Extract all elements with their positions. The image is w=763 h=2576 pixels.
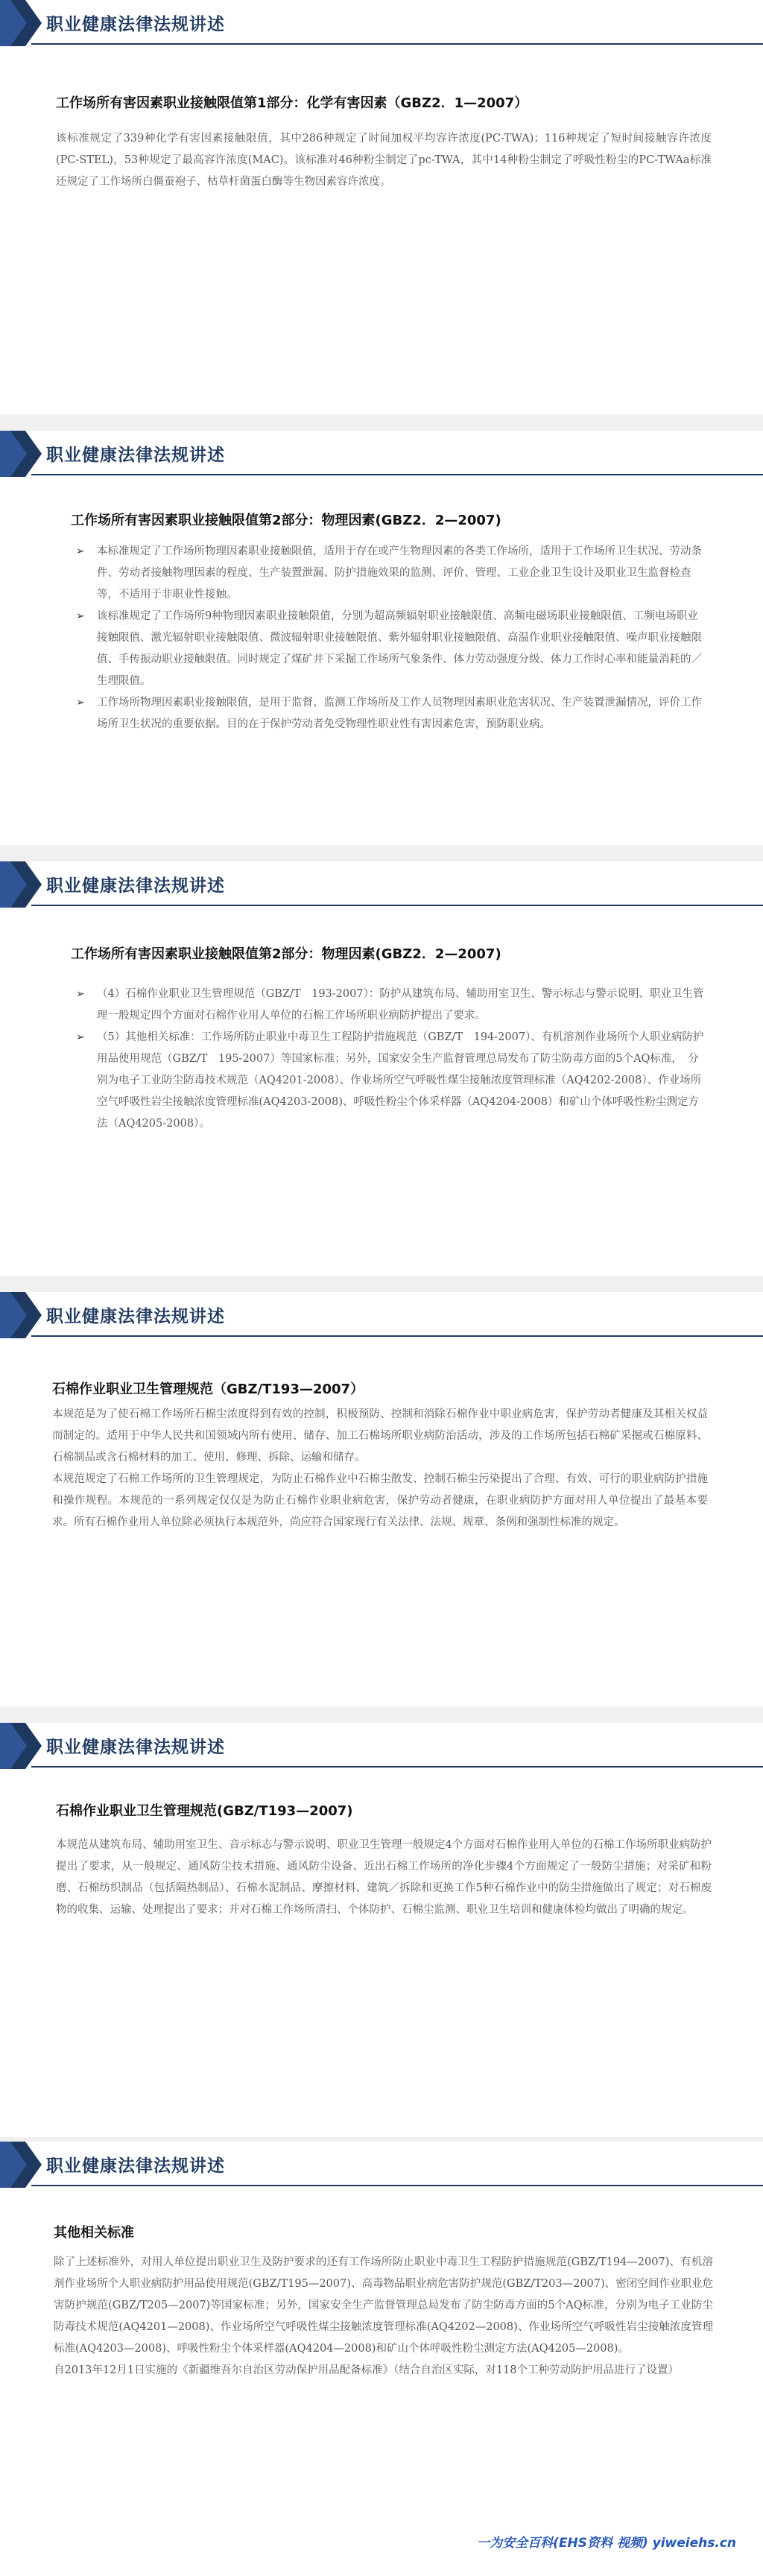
slide-3 xyxy=(0,861,763,1276)
section-title: 职业健康法律法规讲述 xyxy=(46,1738,225,1757)
header-rule xyxy=(31,43,763,45)
section-title: 职业健康法律法规讲述 xyxy=(46,1307,225,1326)
header-rule xyxy=(31,474,763,475)
corner-ribbon-icon xyxy=(0,0,45,46)
list-item: ➢ 工作场所物理因素职业接触限值，是用于监督、监测工作场所及工作人员物理因素职业危害状况、生产装置泄漏情况，评价工作场所卫生状况的重要依据。目的在于保护劳动者免受物理性职业性有害因素危害，预防职业病。 xyxy=(75,692,708,735)
slide-2 xyxy=(0,431,763,845)
slide-body xyxy=(56,1835,712,1921)
slide-header xyxy=(0,431,763,477)
slide-subtitle: 工作场所有害因素职业接触限值第2部分：物理因素(GBZ2．2—2007) xyxy=(71,946,501,962)
header-rule xyxy=(31,2185,763,2186)
slide-subtitle: 工作场所有害因素职业接触限值第1部分：化学有害因素（GBZ2．1—2007） xyxy=(56,95,528,111)
footer-watermark: 一为安全百科(EHS资料 视频) yiweiehs.cn xyxy=(477,2536,736,2551)
paragraph: 本规范从建筑布局、辅助用室卫生、音示标志与警示说明、职业卫生管理一般规定4个方面对石棉作业用人单位的石棉工作场所职业病防护提出了要求，从一般规定、通风防尘技术措施、通风防尘设备、近出石棉工作场所的净化步骤4个方面规定了一般防尘措施；对采矿和粉磨、石棉纺织制品（包括隔热制品）、石棉水泥制品、摩擦材料、建筑／拆除和更换工作5种石棉作业中的防尘措施做出了规定；对石棉废物的收集、运输、处理提出了要求；并对石棉工作场所清扫、个体防护、石棉尘监测、职业卫生培训和健康体检均做出了明确的规定。 xyxy=(56,1839,712,1916)
paragraph: 该标准规定了339种化学有害因素接触限值，其中286种规定了时间加权平均容许浓度(PC-TWA)；116种规定了短时间接触容许浓度(PC-STEL)，53种规定了最高容许浓度(MAC)。该标准对46种粉尘制定了pc-TWA，其中14种粉尘制定了呼吸性粉尘的PC-TWAa标准还规定了工作场所白僵蚕袍子、枯草杆菌蛋白酶等生物因素容许浓度。 xyxy=(56,133,712,188)
corner-ribbon-icon xyxy=(0,1292,45,1338)
slide-body xyxy=(56,128,712,193)
list-item: ➢ （5）其他相关标准：工作场所防止职业中毒卫生工程防护措施规范（GBZ/T 194-2007）、有机溶剂作业场所个人职业病防护用品使用规范（GBZ/T 195-2007）等国家标准；另外，国家安全生产监督管理总局发布了防尘防毒方面的5个AQ标准， 分别为电子工业防尘防毒技术规范（AQ4201-2008）、作业场所空气呼吸性煤尘接触浓度管理标准（AQ4202-2008）、作业场所空气呼吸性岩尘接触浓度管理标准(AQ4203-2008)、呼吸性粉尘个体采样器（AQ4204-2008）和矿山个体呼吸性粉尘测定方法（AQ4205-2008）。 xyxy=(75,1027,708,1135)
slide-header xyxy=(0,0,763,46)
corner-ribbon-icon xyxy=(0,861,45,908)
slide-header xyxy=(0,2142,763,2188)
slide-header xyxy=(0,861,763,908)
header-rule xyxy=(31,1335,763,1337)
section-title: 职业健康法律法规讲述 xyxy=(46,876,225,896)
corner-ribbon-icon xyxy=(0,431,45,477)
paragraph: 除了上述标准外，对用人单位提出职业卫生及防护要求的还有工作场所防止职业中毒卫生工程防护措施规范(GBZ/T194—2007)、有机溶剂作业场所个人职业病防护用品使用规范(GBZ/T195—2007)、高毒物品职业病危害防护规范(GBZ/T203—2007)、密闭空间作业职业危害防护规范(GBZ/T205—2007)等国家标准；另外，国家安全生产监督管理总局发布了防尘防毒方面的5个AQ标准，分别为电子工业防尘防毒技术规范(AQ4201—2008)、作业场所空气呼吸性煤尘接触浓度管理标准(AQ4202—2008)、作业场所空气呼吸性岩尘接触浓度管理标准(AQ4203—2008)、呼吸性粉尘个体采样器(AQ4204—2008)和矿山个体呼吸性粉尘测定方法(AQ4205—2008)。 xyxy=(54,2256,713,2355)
slide-subtitle: 石棉作业职业卫生管理规范(GBZ/T193—2007) xyxy=(56,1803,353,1819)
slide-5 xyxy=(0,1723,763,2137)
header-rule xyxy=(31,905,763,906)
slide-6 xyxy=(0,2142,763,2576)
paragraph: 本规范是为了使石棉工作场所石棉尘浓度得到有效的控制，积极预防、控制和消除石棉作业中职业病危害，保护劳动者健康及其相关权益而制定的。适用于中华人民共和国领域内所有使用、储存、加工石棉场所职业病防治活动，涉及的工作场所包括石棉矿采掘或石棉原料、石棉制品或含石棉材料的加工、使用、修理、拆除、运输和储存。 xyxy=(52,1408,708,1463)
slide-1 xyxy=(0,0,763,414)
section-title: 职业健康法律法规讲述 xyxy=(46,2156,225,2176)
slide-4 xyxy=(0,1292,763,1706)
slide-header xyxy=(0,1723,763,1769)
corner-ribbon-icon xyxy=(0,1723,45,1769)
corner-ribbon-icon xyxy=(0,2142,45,2188)
list-item: ➢ 本标准规定了工作场所物理因素职业接触限值，适用于存在或产生物理因素的各类工作场所，适用于工作场所卫生状况、劳动条件、劳动者接触物理因素的程度、生产装置泄漏、防护措施效果的监测、评价、管理、工业企业卫生设计及职业卫生监督检查等，不适用于非职业性接触。 xyxy=(75,541,708,606)
slide-subtitle: 其他相关标准 xyxy=(54,2225,134,2241)
section-title: 职业健康法律法规讲述 xyxy=(46,15,225,34)
slide-subtitle: 石棉作业职业卫生管理规范（GBZ/T193—2007） xyxy=(52,1382,364,1397)
paragraph: 本规范规定了石棉工作场所的卫生管理规定，为防止石棉作业中石棉尘散发、控制石棉尘污染提出了合理、有效、可行的职业病防护措施和操作规程。本规范的一系列规定仅仅是为防止石棉作业职业病危害，保护劳动者健康，在职业病防护方面对用人单位提出了最基本要求。所有石棉作业用人单位除必须执行本规范外，尚应符合国家现行有关法律、法规、规章、条例和强制性标准的规定。 xyxy=(52,1473,708,1528)
slide-subtitle: 工作场所有害因素职业接触限值第2部分：物理因素(GBZ2．2—2007) xyxy=(71,513,501,528)
slide-body xyxy=(54,2252,713,2382)
section-title: 职业健康法律法规讲述 xyxy=(46,446,225,465)
slide-body xyxy=(52,1404,708,1534)
header-rule xyxy=(31,1766,763,1768)
list-item: ➢ 该标准规定了工作场所9种物理因素职业接触限值，分别为超高频辐射职业接触限值、高频电磁场职业接触限值、工频电场职业接触限值、激光辐射职业接触限值、微波辐射职业接触限值、紫外辐射职业接触限值、高温作业职业接触限值、噪声职业接触限值、手传振动职业接触限值。同时规定了煤矿井下采掘工作场所气象条件、体力劳动强度分级、体力工作时心率和能量消耗的／生理限值。 xyxy=(75,606,708,692)
list-item: ➢ （4）石棉作业职业卫生管理规范（GBZ/T 193-2007）：防护从建筑布局、辅助用室卫生、警示标志与警示说明、职业卫生管理一般规定四个方面对石棉作业用人单位的石棉工作场所职业病防护提出了要求。 xyxy=(75,984,708,1027)
bullet-list xyxy=(75,541,708,735)
paragraph: 自2013年12月1日实施的《新疆维吾尔自治区劳动保护用品配备标准》（结合自治区实际，对118个工种劳动防护用品进行了设置） xyxy=(54,2364,679,2376)
bullet-list xyxy=(75,984,708,1135)
slide-header xyxy=(0,1292,763,1338)
